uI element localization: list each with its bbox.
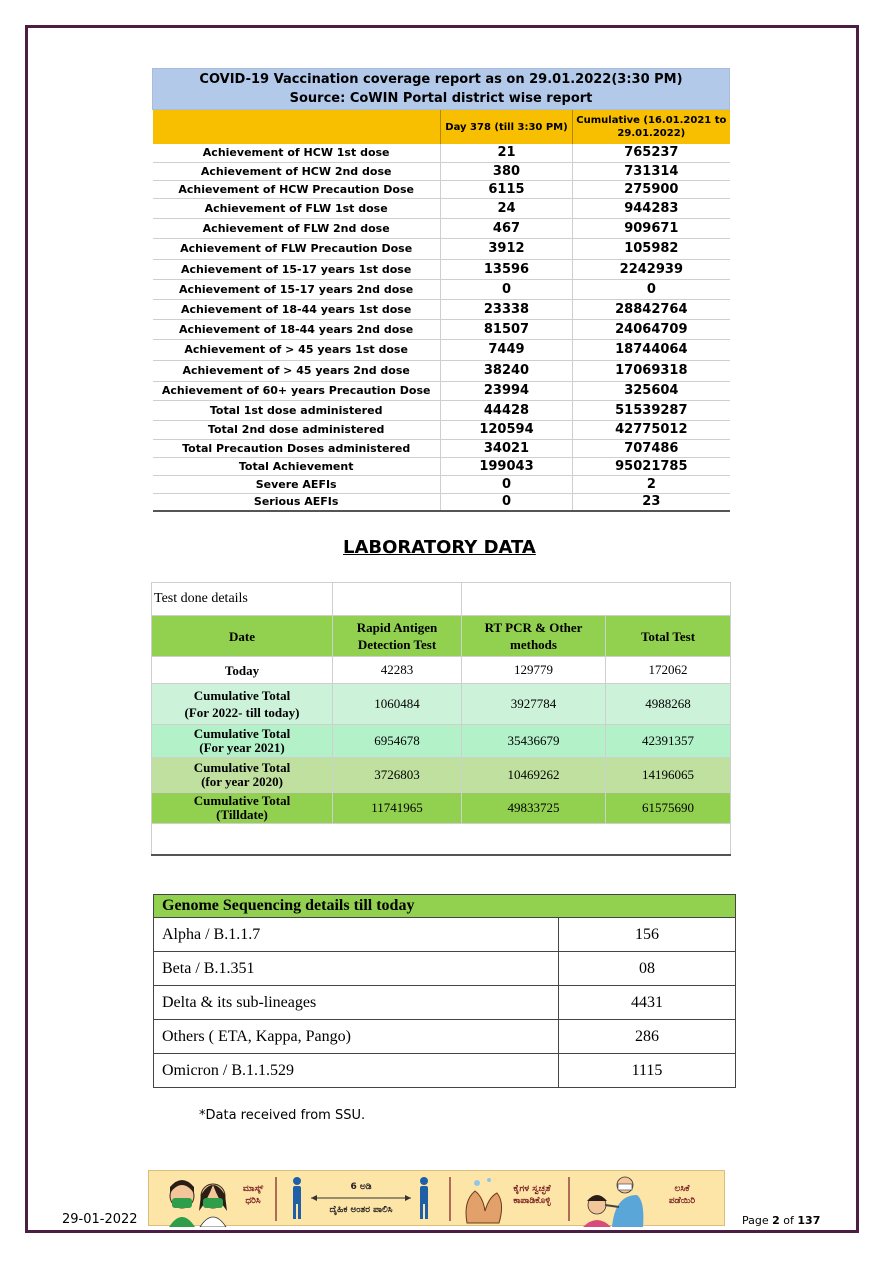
vaccination-row-cumulative: 95021785 <box>573 457 730 475</box>
vaccination-row-label: Total Achievement <box>153 457 441 475</box>
lab-col-rtpcr-line1: RT PCR & Other <box>484 620 583 635</box>
vaccination-row-label: Achievement of HCW 2nd dose <box>153 162 441 180</box>
vaccination-row-cumulative: 42775012 <box>573 420 730 439</box>
lab-header-row <box>152 616 731 657</box>
lab-row-cum2020 <box>152 758 731 793</box>
vaccination-row-label: Achievement of HCW 1st dose <box>153 144 441 162</box>
vaccination-row-cumulative: 275900 <box>573 180 730 198</box>
vaccination-row-cumulative: 909671 <box>573 218 730 238</box>
vaccination-row-label: Achievement of FLW 2nd dose <box>153 218 441 238</box>
vaccination-row <box>153 259 730 279</box>
vaccination-row-day: 3912 <box>440 238 572 259</box>
vaccination-table <box>152 68 730 512</box>
vaccination-col-day: Day 378 (till 3:30 PM) <box>440 110 572 145</box>
vaccination-title <box>153 69 730 110</box>
page-current: 2 <box>772 1214 780 1227</box>
laboratory-heading: LABORATORY DATA <box>343 537 536 558</box>
vaccination-row-day: 0 <box>440 493 572 511</box>
lab-col-rat-line2: Detection Test <box>357 637 437 652</box>
vaccination-row <box>153 420 730 439</box>
vaccination-row-day: 34021 <box>440 439 572 457</box>
lab-cum2021-label <box>152 725 333 758</box>
genome-row-value: 08 <box>559 952 736 986</box>
lab-cum2021-total: 42391357 <box>606 725 731 758</box>
vaccination-row-day: 81507 <box>440 319 572 339</box>
vaccination-row <box>153 299 730 319</box>
vaccination-row <box>153 457 730 475</box>
vaccination-row-day: 199043 <box>440 457 572 475</box>
vaccination-row-day: 467 <box>440 218 572 238</box>
vaccination-row-cumulative: 2 <box>573 475 730 493</box>
lab-cum2020-rat: 3726803 <box>333 758 462 793</box>
vaccination-col-cumulative-line2: 29.01.2022) <box>617 128 686 139</box>
vaccination-row <box>153 439 730 457</box>
hand-wash-icon <box>466 1178 502 1223</box>
banner-vaccine-line2: ಪಡೆಯಿರಿ <box>668 1196 696 1206</box>
vaccination-header-blank <box>153 110 441 145</box>
genome-row <box>154 952 736 986</box>
page-number <box>742 1214 820 1227</box>
vaccination-row <box>153 180 730 198</box>
vaccination-row <box>153 144 730 162</box>
vaccination-row-cumulative: 707486 <box>573 439 730 457</box>
genome-row-value: 286 <box>559 1020 736 1054</box>
vaccination-row-day: 7449 <box>440 339 572 360</box>
vaccination-header-row <box>153 110 730 145</box>
lab-col-date: Date <box>152 616 333 657</box>
data-source-note: *Data received from SSU. <box>199 1108 366 1123</box>
vaccination-row-day: 380 <box>440 162 572 180</box>
vaccination-row-day: 13596 <box>440 259 572 279</box>
banner-distance-top: 6 ಅಡಿ <box>350 1182 372 1192</box>
vaccination-title-line1: COVID-19 Vaccination coverage report as on 29.01.2022(3:30 PM) <box>199 72 683 87</box>
vaccination-row-cumulative: 23 <box>573 493 730 511</box>
vaccination-row-label: Severe AEFIs <box>153 475 441 493</box>
vaccination-row <box>153 238 730 259</box>
genome-row-label: Delta & its sub-lineages <box>154 986 559 1020</box>
vaccination-row-day: 0 <box>440 279 572 299</box>
vaccination-row <box>153 198 730 218</box>
test-done-details-label: Test done details <box>152 583 333 616</box>
lab-today-total: 172062 <box>606 657 731 684</box>
genome-heading: Genome Sequencing details till today <box>154 895 736 918</box>
genome-row-label: Omicron / B.1.1.529 <box>154 1054 559 1088</box>
vaccination-row-cumulative: 765237 <box>573 144 730 162</box>
page-total: 137 <box>797 1214 821 1227</box>
lab-cumtill-label <box>152 793 333 824</box>
vaccination-col-cumulative <box>573 110 730 145</box>
lab-cumtill-total: 61575690 <box>606 793 731 824</box>
genome-row-label: Alpha / B.1.1.7 <box>154 918 559 952</box>
banner-hands-text <box>501 1183 563 1207</box>
banner-mask-text <box>235 1183 271 1207</box>
vaccination-row <box>153 279 730 299</box>
vaccination-row-cumulative: 2242939 <box>573 259 730 279</box>
vaccination-row-label: Achievement of FLW 1st dose <box>153 198 441 218</box>
lab-cum2022-label-line1: Cumulative Total <box>193 688 291 703</box>
vaccination-row-cumulative: 731314 <box>573 162 730 180</box>
test-done-blank-2 <box>462 583 731 616</box>
vaccination-row-day: 6115 <box>440 180 572 198</box>
lab-row-today <box>152 657 731 684</box>
lab-today-label: Today <box>152 657 333 684</box>
footer-date: 29-01-2022 <box>62 1212 138 1227</box>
vaccination-row-cumulative: 17069318 <box>573 360 730 381</box>
genome-row-value: 4431 <box>559 986 736 1020</box>
genome-row <box>154 986 736 1020</box>
page-mid: of <box>779 1214 798 1227</box>
genome-row-label: Beta / B.1.351 <box>154 952 559 986</box>
vaccination-row-label: Achievement of HCW Precaution Dose <box>153 180 441 198</box>
lab-blank-cell <box>152 824 731 856</box>
lab-cum2020-label-line1: Cumulative Total <box>193 760 291 775</box>
vaccination-row-day: 24 <box>440 198 572 218</box>
vaccination-row-label: Achievement of 60+ years Precaution Dose <box>153 381 441 400</box>
lab-col-rat-line1: Rapid Antigen <box>356 620 438 635</box>
genome-row <box>154 1054 736 1088</box>
banner-distance-bottom: ದೈಹಿಕ ಅಂತರ ಪಾಲಿಸಿ <box>329 1205 393 1215</box>
genome-row-value: 156 <box>559 918 736 952</box>
lab-row-cumtill <box>152 793 731 824</box>
vaccination-row-label: Total Precaution Doses administered <box>153 439 441 457</box>
vaccination-title-line2: Source: CoWIN Portal district wise report <box>289 91 593 106</box>
test-done-blank-1 <box>333 583 462 616</box>
vaccination-icon <box>583 1177 643 1227</box>
lab-col-rtpcr-line2: methods <box>510 637 557 652</box>
lab-cum2020-total: 14196065 <box>606 758 731 793</box>
banner-mask-line1: ಮಾಸ್ಕ್ <box>242 1184 264 1194</box>
vaccination-row-label: Achievement of > 45 years 1st dose <box>153 339 441 360</box>
vaccination-row-label: Total 1st dose administered <box>153 400 441 420</box>
lab-cum2022-rat: 1060484 <box>333 684 462 725</box>
covid-guidelines-banner <box>148 1170 725 1226</box>
vaccination-row-cumulative: 51539287 <box>573 400 730 420</box>
lab-row-cum2022 <box>152 684 731 725</box>
lab-col-rtpcr <box>462 616 606 657</box>
banner-vaccine-line1: ಲಸಿಕೆ <box>674 1184 690 1194</box>
vaccination-row-cumulative: 28842764 <box>573 299 730 319</box>
vaccination-row <box>153 339 730 360</box>
lab-cumtill-rat: 11741965 <box>333 793 462 824</box>
genome-row <box>154 1020 736 1054</box>
vaccination-row-cumulative: 18744064 <box>573 339 730 360</box>
vaccination-row-day: 21 <box>440 144 572 162</box>
vaccination-row-label: Achievement of 15-17 years 2nd dose <box>153 279 441 299</box>
vaccination-row-cumulative: 24064709 <box>573 319 730 339</box>
lab-cumtill-label-line2: (Tilldate) <box>216 807 268 822</box>
vaccination-row <box>153 218 730 238</box>
genome-table <box>153 894 736 1088</box>
mask-faces-icon <box>169 1180 227 1227</box>
genome-row-value: 1115 <box>559 1054 736 1088</box>
vaccination-row <box>153 319 730 339</box>
vaccination-row <box>153 493 730 511</box>
vaccination-row <box>153 381 730 400</box>
vaccination-row-label: Achievement of FLW Precaution Dose <box>153 238 441 259</box>
lab-cum2022-total: 4988268 <box>606 684 731 725</box>
banner-hands-line1: ಕೈಗಳ ಸ್ವಚ್ಛತೆ <box>513 1184 551 1194</box>
banner-hands-line2: ಕಾಪಾಡಿಕೊಳ್ಳಿ <box>513 1196 551 1206</box>
vaccination-row-cumulative: 105982 <box>573 238 730 259</box>
vaccination-row-label: Achievement of 18-44 years 1st dose <box>153 299 441 319</box>
vaccination-row-label: Achievement of 15-17 years 1st dose <box>153 259 441 279</box>
vaccination-row <box>153 475 730 493</box>
lab-cum2021-label-line1: Cumulative Total <box>193 726 291 741</box>
vaccination-row-cumulative: 944283 <box>573 198 730 218</box>
lab-today-rtpcr: 129779 <box>462 657 606 684</box>
lab-cum2022-label-line2: (For 2022- till today) <box>184 705 300 720</box>
lab-cum2020-rtpcr: 10469262 <box>462 758 606 793</box>
lab-cum2021-rat: 6954678 <box>333 725 462 758</box>
banner-vaccine-text <box>657 1183 707 1207</box>
lab-cum2020-label <box>152 758 333 793</box>
vaccination-row-day: 23994 <box>440 381 572 400</box>
page-prefix: Page <box>742 1214 773 1227</box>
lab-cum2020-label-line2: (for year 2020) <box>201 774 283 789</box>
vaccination-row <box>153 360 730 381</box>
vaccination-row-label: Achievement of > 45 years 2nd dose <box>153 360 441 381</box>
lab-cumtill-label-line1: Cumulative Total <box>193 793 291 808</box>
lab-cum2021-rtpcr: 35436679 <box>462 725 606 758</box>
genome-row-label: Others ( ETA, Kappa, Pango) <box>154 1020 559 1054</box>
lab-cum2021-label-line2: (For year 2021) <box>199 740 285 755</box>
vaccination-col-cumulative-line1: Cumulative (16.01.2021 to <box>576 115 727 126</box>
vaccination-row-label: Achievement of 18-44 years 2nd dose <box>153 319 441 339</box>
vaccination-row <box>153 400 730 420</box>
vaccination-row <box>153 162 730 180</box>
vaccination-row-day: 23338 <box>440 299 572 319</box>
vaccination-row-label: Total 2nd dose administered <box>153 420 441 439</box>
lab-cumtill-rtpcr: 49833725 <box>462 793 606 824</box>
vaccination-row-day: 120594 <box>440 420 572 439</box>
lab-cum2022-label <box>152 684 333 725</box>
banner-mask-line2: ಧರಿಸಿ <box>245 1196 261 1206</box>
vaccination-row-cumulative: 325604 <box>573 381 730 400</box>
genome-row <box>154 918 736 952</box>
vaccination-row-day: 0 <box>440 475 572 493</box>
lab-col-total: Total Test <box>606 616 731 657</box>
lab-row-cum2021 <box>152 725 731 758</box>
vaccination-row-day: 38240 <box>440 360 572 381</box>
vaccination-row-cumulative: 0 <box>573 279 730 299</box>
vaccination-row-label: Serious AEFIs <box>153 493 441 511</box>
laboratory-table <box>151 582 731 856</box>
lab-cum2022-rtpcr: 3927784 <box>462 684 606 725</box>
lab-blank-row <box>152 824 731 856</box>
lab-col-rat <box>333 616 462 657</box>
vaccination-row-day: 44428 <box>440 400 572 420</box>
lab-today-rat: 42283 <box>333 657 462 684</box>
